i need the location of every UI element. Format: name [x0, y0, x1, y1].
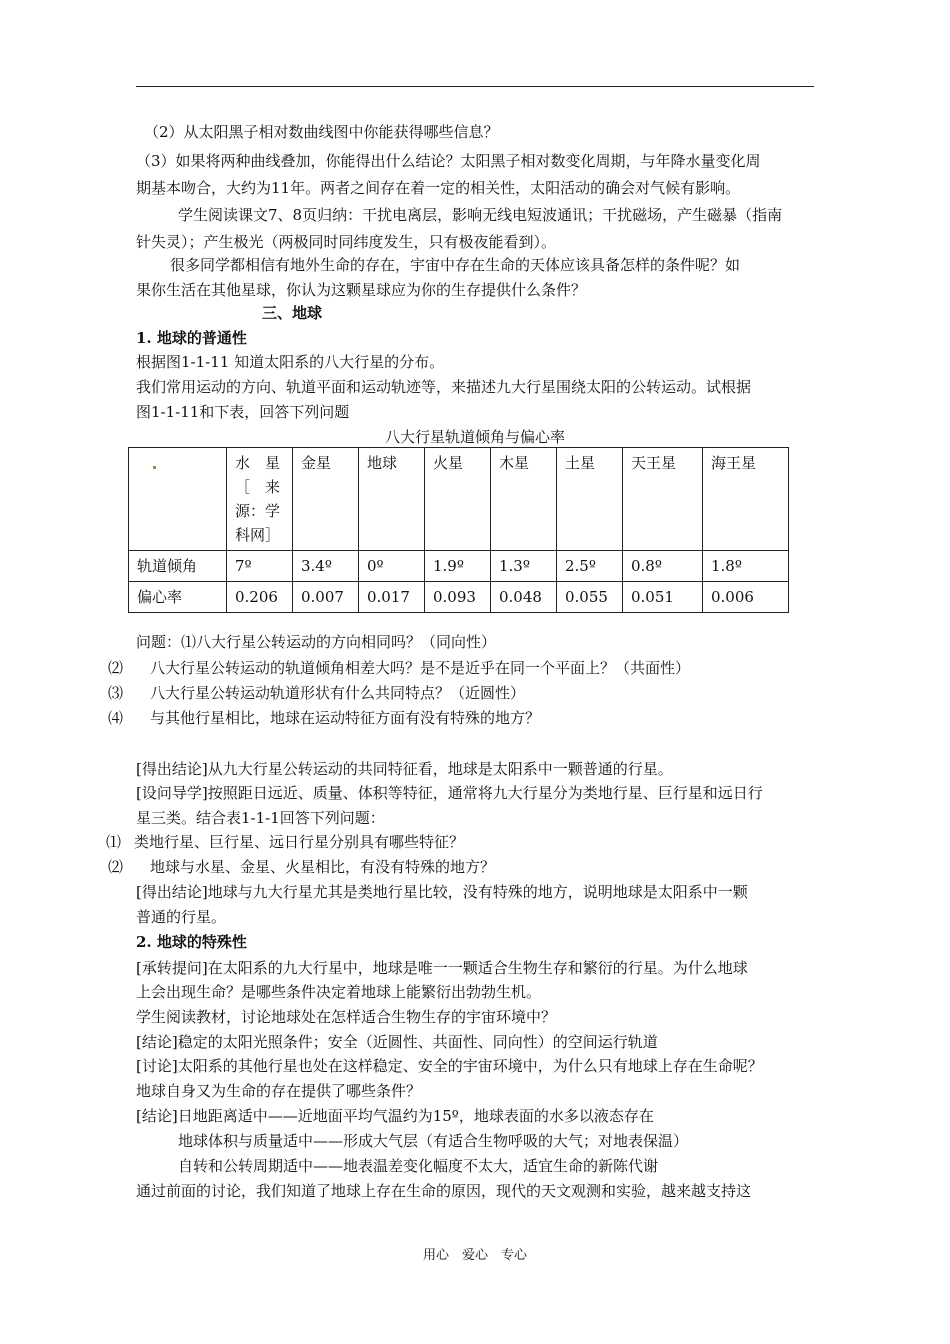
cell-earth-inclination: 0º — [359, 551, 425, 582]
conclusion-terrestrial-line1: [得出结论]地球与九大行星尤其是类地行星比较，没有特殊的地方，说明地球是太阳系中一颗 — [136, 883, 748, 901]
cell-uranus-inclination: 0.8º — [623, 551, 703, 582]
row-label-inclination: 轨道倾角 — [129, 551, 227, 582]
cell-neptune-inclination: 1.8º — [703, 551, 789, 582]
paragraph-reading-summary-line1: 学生阅读课文7、8页归纳：干扰电离层，影响无线电短波通讯；干扰磁场，产生磁暴（指南 — [178, 206, 783, 224]
planet-orbit-table — [128, 447, 789, 613]
transition-question-line1: [承转提问]在太阳系的九大行星中，地球是唯一一颗适合生物生存和繁衍的行星。为什么地球 — [136, 959, 748, 977]
cell-uranus-eccentricity: 0.051 — [623, 582, 703, 613]
subquestion-2: 地球与水星、金星、火星相比，有没有特殊的地方？ — [150, 858, 496, 876]
table-row-eccentricity — [129, 582, 789, 613]
subquestion-1-number: ⑴ — [106, 833, 122, 851]
conclusion-distance: [结论]日地距离适中——近地面平均气温约为15º，地球表面的水多以液态存在 — [136, 1107, 654, 1125]
header-jupiter: 木星 — [491, 448, 557, 551]
section-heading-earth: 三、地球 — [262, 304, 323, 322]
conclusion-rotation-period: 自转和公转周期适中——地表温差变化幅度不太大，适宜生命的新陈代谢 — [178, 1157, 659, 1175]
cell-mars-eccentricity: 0.093 — [425, 582, 491, 613]
paragraph-overlay-question-line2: 期基本吻合，大约为11年。两者之间存在着一定的相关性，太阳活动的确会对气候有影响。 — [136, 179, 741, 197]
header-neptune: 海王星 — [703, 448, 789, 551]
cell-mercury-eccentricity: 0.206 — [227, 582, 293, 613]
cell-jupiter-eccentricity: 0.048 — [491, 582, 557, 613]
header-uranus: 天王星 — [623, 448, 703, 551]
header-earth: 地球 — [359, 448, 425, 551]
discussion-line2: 地球自身又为生命的存在提供了哪些条件？ — [136, 1082, 422, 1100]
table-header-row — [129, 448, 789, 551]
question-1: 问题：⑴八大行星公转运动的方向相同吗？（同向性） — [136, 633, 497, 651]
paragraph-reading-summary-line2: 针失灵）；产生极光（两极同时同纬度发生，只有极夜能看到）。 — [136, 233, 557, 251]
question-3-number: ⑶ — [108, 684, 124, 702]
paragraph-alien-life-line1: 很多同学都相信有地外生命的存在，宇宙中存在生命的天体应该具备怎样的条件呢？如 — [170, 256, 741, 274]
paragraph-figure-reference: 根据图1-1-11 知道太阳系的八大行星的分布。 — [136, 353, 445, 371]
subquestion-2-number: ⑵ — [108, 858, 124, 876]
conclusion-stable-environment: [结论]稳定的太阳光照条件；安全（近圆性、共面性、同向性）的空间运行轨道 — [136, 1033, 658, 1051]
question-2: 八大行星公转运动的轨道倾角相差大吗？是不是近乎在同一个平面上？（共面性） — [150, 659, 691, 677]
guided-question-line2: 星三类。结合表1-1-1回答下列问题： — [136, 809, 385, 827]
stray-dot — [153, 466, 156, 469]
transition-question-line2: 上会出现生命？是哪些条件决定着地球上能繁衍出勃勃生机。 — [136, 983, 542, 1001]
paragraph-overlay-question-line1: （3）如果将两种曲线叠加，你能得出什么结论？太阳黑子相对数变化周期，与年降水量变化周 — [136, 152, 761, 170]
cell-venus-inclination: 3.4º — [293, 551, 359, 582]
conclusion-mass-volume: 地球体积与质量适中——形成大气层（有适合生物呼吸的大气；对地表保温） — [178, 1132, 689, 1150]
table-row-inclination — [129, 551, 789, 582]
question-2-number: ⑵ — [108, 659, 124, 677]
student-reading: 学生阅读教材，讨论地球处在怎样适合生物生存的宇宙环境中？ — [136, 1008, 557, 1026]
page-footer: 用心 爱心 专心 — [422, 1248, 527, 1263]
paragraph-orbit-description-line2: 图1-1-11和下表，回答下列问题 — [136, 403, 350, 421]
subheading-earth-specialness: 2. 地球的特殊性 — [136, 933, 247, 951]
cell-earth-eccentricity: 0.017 — [359, 582, 425, 613]
header-rule — [136, 86, 814, 87]
cell-jupiter-inclination: 1.3º — [491, 551, 557, 582]
header-venus: 金星 — [293, 448, 359, 551]
paragraph-alien-life-line2: 果你生活在其他星球，你认为这颗星球应为你的生存提供什么条件？ — [136, 281, 587, 299]
closing-paragraph: 通过前面的讨论，我们知道了地球上存在生命的原因，现代的天文观测和实验，越来越支持这 — [136, 1182, 752, 1200]
subquestion-1: 类地行星、巨行星、远日行星分别具有哪些特征？ — [134, 833, 465, 851]
guided-question-line1: [设问导学]按照距日远近、质量、体积等特征，通常将九大行星分为类地行星、巨行星和远日行 — [136, 784, 763, 802]
cell-neptune-eccentricity: 0.006 — [703, 582, 789, 613]
header-saturn: 土星 — [557, 448, 623, 551]
header-mercury: 水 星［ 来源：学科网］ — [227, 448, 293, 551]
paragraph-orbit-description-line1: 我们常用运动的方向、轨道平面和运动轨迹等，来描述九大行星围绕太阳的公转运动。试根据 — [136, 378, 752, 396]
row-label-eccentricity: 偏心率 — [129, 582, 227, 613]
question-4: 与其他行星相比，地球在运动特征方面有没有特殊的地方？ — [150, 709, 541, 727]
cell-mars-inclination: 1.9º — [425, 551, 491, 582]
question-3: 八大行星公转运动轨道形状有什么共同特点？（近圆性） — [150, 684, 526, 702]
header-mars: 火星 — [425, 448, 491, 551]
table-caption: 八大行星轨道倾角与偏心率 — [384, 428, 565, 446]
cell-saturn-eccentricity: 0.055 — [557, 582, 623, 613]
subheading-earth-ordinariness: 1. 地球的普通性 — [136, 329, 247, 347]
conclusion-ordinary-planet: [得出结论]从九大行星公转运动的共同特征看，地球是太阳系中一颗普通的行星。 — [136, 760, 673, 778]
paragraph-sunspot-question-2: （2）从太阳黑子相对数曲线图中你能获得哪些信息？ — [144, 123, 499, 141]
cell-mercury-inclination: 7º — [227, 551, 293, 582]
cell-saturn-inclination: 2.5º — [557, 551, 623, 582]
table-corner-cell — [129, 448, 227, 551]
cell-venus-eccentricity: 0.007 — [293, 582, 359, 613]
question-4-number: ⑷ — [108, 709, 124, 727]
conclusion-terrestrial-line2: 普通的行星。 — [136, 908, 227, 926]
discussion-line1: [讨论]太阳系的其他行星也处在这样稳定、安全的宇宙环境中，为什么只有地球上存在生命呢？ — [136, 1057, 763, 1075]
